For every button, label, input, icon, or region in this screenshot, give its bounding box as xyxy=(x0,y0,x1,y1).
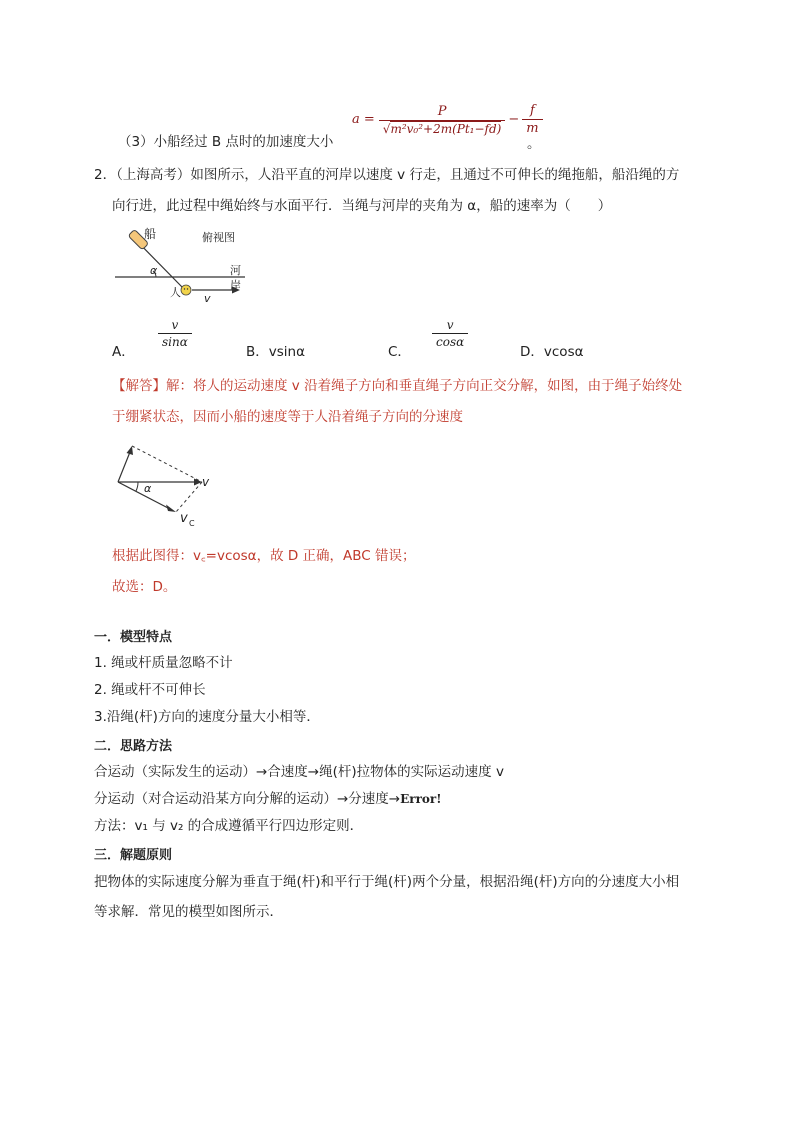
section1-title: 一．模型特点 xyxy=(94,630,173,645)
option-d[interactable]: D．vcosα xyxy=(520,344,584,360)
formula-lhs: a = xyxy=(352,112,375,127)
alpha-label: α xyxy=(150,264,158,277)
option-a-den: sinα xyxy=(158,333,192,349)
option-a-num: v xyxy=(171,318,179,332)
error-field: Error! xyxy=(400,792,442,806)
section2-line2 xyxy=(94,789,442,809)
section2-line3: 方法：v₁ 与 v₂ 的合成遵循平行四边形定则． xyxy=(94,818,364,834)
section1-item-2: 2. 绳或杆不可伸长 xyxy=(94,682,206,698)
velocity-label: v xyxy=(204,292,211,305)
alpha-label-2: α xyxy=(144,482,152,495)
section2-title: 二．思路方法 xyxy=(94,739,173,754)
vc-label: v xyxy=(180,511,188,526)
velocity-decomposition-figure xyxy=(110,438,220,530)
answer-text-1: 解：将人的运动速度 v 沿着绳子方向和垂直绳子方向正交分解，如图，由于绳子始终处 xyxy=(166,378,683,394)
angle-arc-2 xyxy=(136,482,138,491)
section2-line2-text: 分运动（对合运动沿某方向分解的运动）→分速度→ xyxy=(94,791,401,807)
q2-line2: 向行进，此过程中绳始终与水面平行．当绳与河岸的夹角为 α，船的速率为（ ） xyxy=(112,198,612,214)
vc-arrow xyxy=(118,482,168,508)
section3-line1: 把物体的实际速度分解为垂直于绳(杆)和平行于绳(杆)两个分量，根据沿绳(杆)方向的分速度大小相 xyxy=(94,874,680,890)
formula-numerator: P xyxy=(437,103,447,119)
formula-f-den: m xyxy=(522,119,542,136)
option-b[interactable]: B．vsinα xyxy=(246,344,305,360)
section3-line2: 等求解．常见的模型如图所示． xyxy=(94,904,283,920)
option-a-letter[interactable]: A． xyxy=(112,344,135,360)
vc-subscript: C xyxy=(189,519,195,528)
formula-f-over-m xyxy=(522,103,542,136)
v-label: v xyxy=(202,475,210,489)
answer-line4: 故选：D。 xyxy=(112,579,177,595)
option-c-den: cosα xyxy=(432,333,468,349)
boat-top-view-figure xyxy=(110,222,260,308)
formula-minus: − xyxy=(508,112,520,127)
section3-title: 三．解题原则 xyxy=(94,848,173,863)
formula-main-fraction xyxy=(379,104,506,136)
dashed-line-bottom xyxy=(176,482,202,512)
option-a-fraction xyxy=(158,318,192,349)
answer-line2: 于绷紧状态，因而小船的速度等于人沿着绳子方向的分速度 xyxy=(112,409,463,425)
answer-tag: 【解答】 xyxy=(112,378,166,394)
option-c-num: v xyxy=(446,318,454,332)
part3-label: （3）小船经过 B 点时的加速度大小 xyxy=(118,134,334,150)
section1-item-1: 1. 绳或杆质量忽略不计 xyxy=(94,655,233,671)
person-label: 人 xyxy=(170,286,181,299)
river-label-1: 河 xyxy=(230,264,241,277)
formula-denominator-wrap xyxy=(379,120,506,136)
section2-line1: 合运动（实际发生的运动）→合速度→绳(杆)拉物体的实际运动速度 v xyxy=(94,764,504,780)
formula-denominator: m²v₀²+2m(Pt₁−fd) xyxy=(390,121,502,136)
perpendicular-arrow xyxy=(118,452,130,482)
person-icon xyxy=(181,285,191,295)
part3-end: 。 xyxy=(527,136,541,152)
river-label-2: 岸 xyxy=(230,279,241,292)
option-c-fraction xyxy=(432,318,468,349)
acceleration-formula xyxy=(352,103,543,136)
answer-line1 xyxy=(112,376,682,396)
top-view-label: 俯视图 xyxy=(202,231,235,244)
dashed-line-top xyxy=(132,446,202,482)
answer-line3: 根据此图得：v꜀=vcosα，故 D 正确，ABC 错误； xyxy=(112,548,416,564)
boat-label: 船 xyxy=(144,227,157,241)
formula-radical: √ xyxy=(382,121,391,136)
section1-item-3: 3.沿绳(杆)方向的速度分量大小相等． xyxy=(94,709,320,725)
q2-line1: 2．（上海高考）如图所示，人沿平直的河岸以速度 v 行走，且通过不可伸长的绳拖船，船沿绳的方 xyxy=(94,167,680,183)
formula-f-num: f xyxy=(530,103,535,118)
option-c-letter[interactable]: C． xyxy=(388,344,411,360)
